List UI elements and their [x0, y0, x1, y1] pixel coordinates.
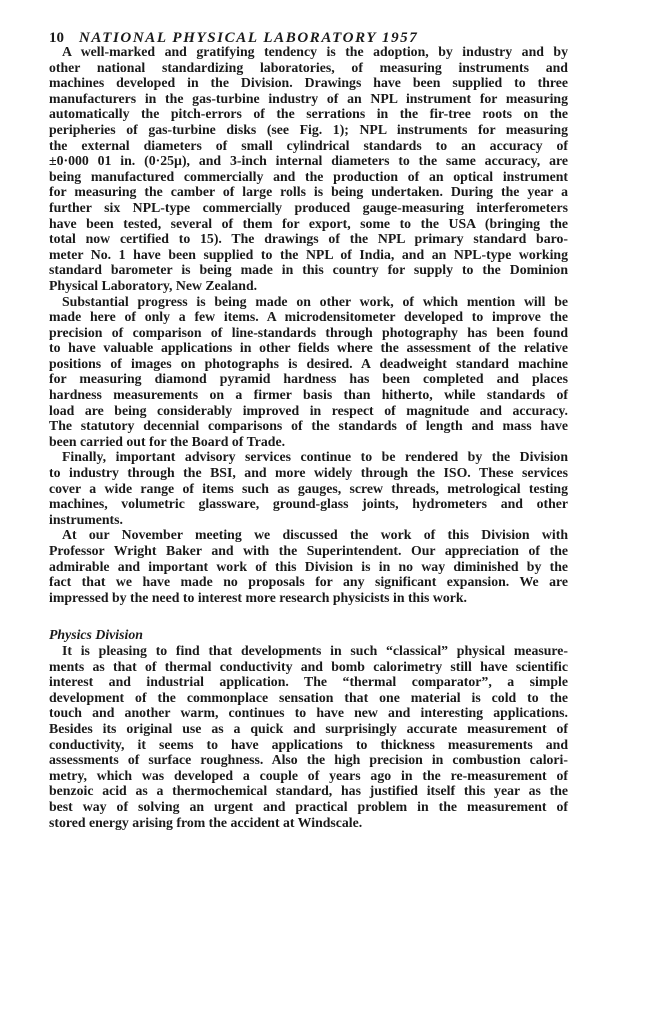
text-line: interest and industrial application. The “thermal comparator”, a simple [49, 674, 568, 690]
text-line: It is pleasing to find that developments in such “classical” physical measure- [62, 642, 568, 658]
text-line: precision of comparison of line-standards through photography has been found [49, 324, 568, 340]
paragraph [49, 449, 568, 527]
text-line: further six NPL-type commercially produced gauge-measuring interferometers [49, 199, 568, 215]
text-line: manufacturers in the gas-turbine industry of an NPL instrument for measuring [49, 90, 568, 106]
text-line: been carried out for the Board of Trade. [49, 433, 286, 449]
text-line: ments as that of thermal conductivity and bomb calorimetry still have scientific [49, 658, 568, 674]
text-line: hardness measurements on a firmer basis than hitherto, while standards of [49, 387, 568, 403]
section-gap [49, 605, 568, 627]
text-line: load are being considerably improved in respect of magnitude and accuracy. [49, 402, 568, 418]
text-line: for measuring the camber of large rolls is being undertaken. During the year a [49, 184, 568, 200]
text-line: automatically the pitch-errors of the serrations in the fir-tree roots on the [49, 106, 568, 122]
text-line: made here of only a few items. A microdensitometer developed to improve the [49, 309, 568, 325]
text-line: ±0·000 01 in. (0·25µ), and 3-inch internal diameters to the same accuracy, are [49, 153, 568, 169]
text-line: to industry through the BSI, and more widely through the ISO. These services [49, 465, 568, 481]
text-line: have been tested, several of them for export, some to the USA (bringing the [49, 215, 568, 231]
paragraph [49, 643, 568, 830]
paragraph [49, 527, 568, 605]
running-title: NATIONAL PHYSICAL LABORATORY 1957 [79, 30, 419, 46]
text-line: Substantial progress is being made on other work, of which mention will be [62, 293, 568, 309]
text-line: stored energy arising from the accident at Windscale. [49, 814, 363, 830]
text-line: total now certified to 15). The drawings of the NPL primary standard baro- [49, 231, 568, 247]
text-line: other national standardizing laboratories, of measuring instruments and [49, 59, 568, 75]
text-line: machines, volumetric glassware, ground-glass joints, hydrometers and other [49, 496, 568, 512]
text-line: development of the commonplace sensation that one material is cold to the [49, 689, 568, 705]
text-line: fact that we have made no proposals for any significant expansion. We are [49, 574, 568, 590]
text-line: Besides its original use as a quick and surprisingly accurate measurement of [49, 720, 568, 736]
text-line: being manufactured commercially and the production of an optical instrument [49, 168, 568, 184]
text-line: Physical Laboratory, New Zealand. [49, 277, 258, 293]
section-heading: Physics Division [49, 627, 143, 643]
page-number: 10 [49, 30, 64, 46]
text-line: meter No. 1 have been supplied to the NPL of India, and an NPL-type working [49, 246, 568, 262]
text-line: A well-marked and gratifying tendency is the adoption, by industry and by [62, 44, 568, 59]
text-line: conductivity, it seems to have applications to thickness measurements and [49, 736, 568, 752]
text-line: metry, which was developed a couple of years ago in the re-measurement of [49, 767, 568, 783]
text-line: to have valuable applications in other fields where the assessment of the relative [49, 340, 568, 356]
text-line: for measuring diamond pyramid hardness has been completed and places [49, 371, 568, 387]
text-line: Professor Wright Baker and with the Superintendent. Our appreciation of the [49, 543, 568, 558]
text-line: At our November meeting we discussed the work of this Division with [62, 527, 568, 543]
text-line: assessments of surface roughness. Also the high precision in combustion calori- [49, 752, 568, 768]
text-line: benzoic acid as a thermochemical standard, has justified itself this year as the [49, 783, 568, 799]
text-line: Finally, important advisory services continue to be rendered by the Division [62, 449, 568, 465]
text-line: instruments. [49, 511, 123, 527]
text-line: touch and another warm, continues to have new and interesting applications. [49, 705, 568, 721]
text-line: positions of images on photographs is desired. A deadweight standard machine [49, 355, 568, 371]
text-line: standard barometer is being made in this country for supply to the Dominion [49, 262, 568, 278]
text-line: best way of solving an urgent and practical problem in the measurement of [49, 798, 568, 814]
paragraph [49, 44, 568, 294]
text-line: cover a wide range of items such as gauges, screw threads, metrological testing [49, 480, 568, 496]
text-line: impressed by the need to interest more research physicists in this work. [49, 589, 467, 605]
text-line: machines developed in the Division. Drawings have been supplied to three [49, 75, 568, 91]
text-line: peripheries of gas-turbine disks (see Fig. 1); NPL instruments for measuring [49, 121, 568, 137]
text-line: the external diameters of small cylindrical standards to an accuracy of [49, 137, 568, 153]
body-text [49, 44, 568, 830]
paragraph [49, 294, 568, 450]
text-line: The statutory decennial comparisons of the standards of length and mass have [49, 418, 568, 434]
text-line: admirable and important work of this Division is in no way diminished by the [49, 558, 568, 574]
